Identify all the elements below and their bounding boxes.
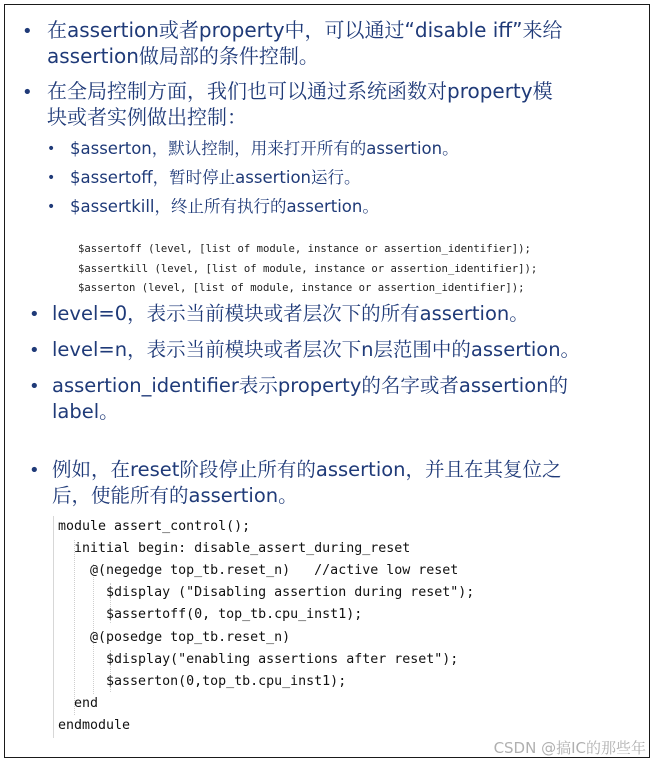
code-line: @(negedge top_tb.reset_n) //active low reset <box>58 563 459 578</box>
watermark: CSDN @搞IC的那些年 <box>493 739 646 757</box>
sub-bullet-assertoff: $assertoff，暂时停止assertion运行。 <box>70 168 361 187</box>
bullet-level-n: level=n，表示当前模块或者层次下n层范围中的assertion。 <box>52 338 581 361</box>
bullet-example-line2: 后，使能所有的assertion。 <box>52 484 298 507</box>
sub-bullet-dot: • <box>47 199 56 215</box>
bullet-identifier-line2: label。 <box>52 400 119 423</box>
sub-bullet-dot: • <box>47 170 56 186</box>
signature-assertoff: $assertoff (level, [list of module, instance or assertion_identifier]); <box>78 243 531 255</box>
code-line: module assert_control(); <box>58 519 251 534</box>
code-gutter <box>53 516 57 738</box>
bullet-dot: • <box>22 82 33 103</box>
code-line: $display("enabling assertions after reset"); <box>58 652 459 667</box>
bullet-example-line1: 例如，在reset阶段停止所有的assertion，并且在其复位之 <box>52 458 562 481</box>
bullet-dot: • <box>29 304 40 325</box>
sub-bullet-dot: • <box>47 141 56 157</box>
bullet-global-control-line2: 块或者实例做出控制： <box>47 105 247 129</box>
bullet-level-0: level=0，表示当前模块或者层次下的所有assertion。 <box>52 302 529 325</box>
code-line: $display ("Disabling assertion during reset"); <box>58 585 475 600</box>
code-line: $asserton(0,top_tb.cpu_inst1); <box>58 674 347 689</box>
code-line: endmodule <box>58 718 131 733</box>
signature-asserton: $asserton (level, [list of module, instance or assertion_identifier]); <box>78 282 525 294</box>
bullet-identifier-line1: assertion_identifier表示property的名字或者assertion的 <box>52 374 569 397</box>
bullet-dot: • <box>29 340 40 361</box>
bullet-dot: • <box>22 21 33 42</box>
bullet-dot: • <box>29 376 40 397</box>
bullet-dot: • <box>29 460 40 481</box>
bullet-disable-iff-line1: 在assertion或者property中，可以通过“disable iff”来给 <box>47 18 563 42</box>
sub-bullet-asserton: $asserton，默认控制，用来打开所有的assertion。 <box>70 139 459 158</box>
bullet-disable-iff-line2: assertion做局部的条件控制。 <box>47 44 319 68</box>
sub-bullet-assertkill: $assertkill，终止所有执行的assertion。 <box>70 197 379 216</box>
code-line: end <box>58 696 99 711</box>
bullet-global-control-line1: 在全局控制方面，我们也可以通过系统函数对property模 <box>47 79 553 103</box>
code-line: initial begin: disable_assert_during_reset <box>58 541 411 556</box>
code-line: @(posedge top_tb.reset_n) <box>58 630 291 645</box>
signature-assertkill: $assertkill (level, [list of module, instance or assertion_identifier]); <box>78 262 538 275</box>
signature-block <box>78 240 537 299</box>
code-line: $assertoff(0, top_tb.cpu_inst1); <box>58 607 363 622</box>
